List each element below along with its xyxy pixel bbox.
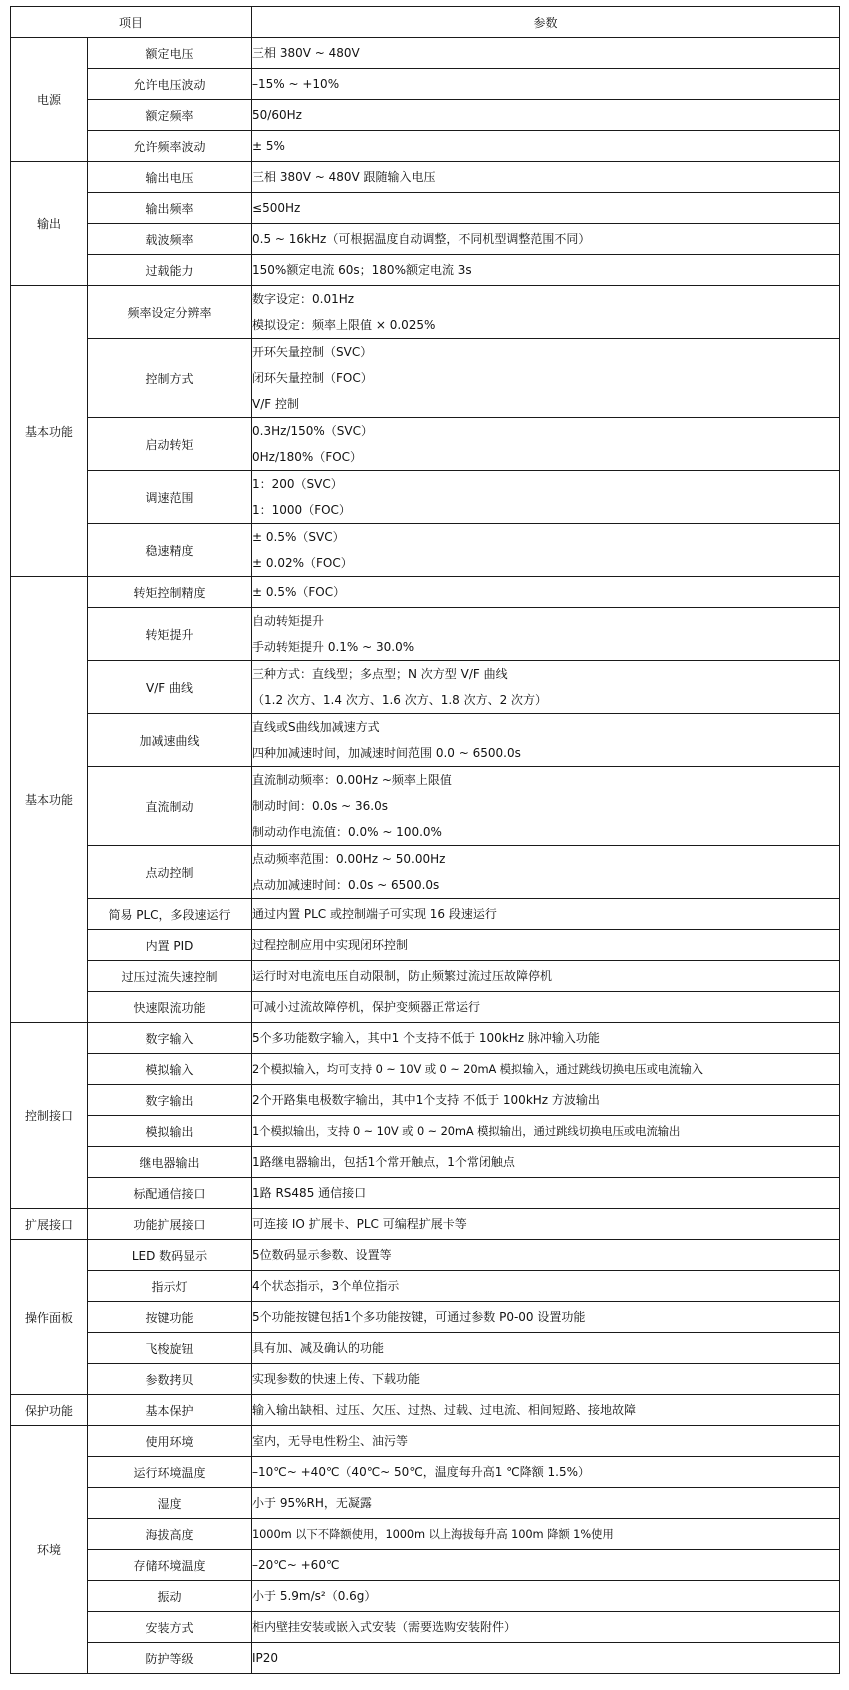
value-line: 1：200（SVC）: [252, 477, 343, 491]
value-line: ± 0.02%（FOC）: [252, 556, 353, 570]
item-cell: 湿度: [88, 1488, 252, 1519]
category-cell: 基本功能: [11, 577, 88, 1023]
value-line: 直线或S曲线加减速方式: [252, 720, 380, 734]
value-cell: [252, 1519, 840, 1550]
value-line: 5个多功能数字输入，其中1 个支持不低于 100kHz 脉冲输入功能: [252, 1031, 600, 1045]
item-cell: 额定频率: [88, 100, 252, 131]
value-line: 点动加减速时间：0.0s ~ 6500.0s: [252, 878, 440, 892]
table-row: [11, 1240, 840, 1271]
item-cell: 使用环境: [88, 1426, 252, 1457]
value-line: V/F 控制: [252, 397, 299, 411]
value-line: ≤500Hz: [252, 201, 301, 215]
item-cell: 内置 PID: [88, 930, 252, 961]
value-line: ± 0.5%（FOC）: [252, 585, 346, 599]
category-cell: 电源: [11, 38, 88, 162]
value-cell: [252, 1085, 840, 1116]
value-line: 制动时间：0.0s ~ 36.0s: [252, 799, 389, 813]
value-cell: [252, 255, 840, 286]
value-cell: [252, 1178, 840, 1209]
table-row: [11, 524, 840, 577]
table-row: [11, 471, 840, 524]
value-line: 通过内置 PLC 或控制端子可实现 16 段速运行: [252, 907, 497, 921]
header-item: 项目: [11, 7, 252, 38]
value-cell: [252, 339, 840, 418]
value-line: 小于 5.9m/s²（0.6g）: [252, 1589, 377, 1603]
item-cell: 控制方式: [88, 339, 252, 418]
table-row: [11, 961, 840, 992]
table-row: [11, 1085, 840, 1116]
item-cell: 加减速曲线: [88, 714, 252, 767]
item-cell: 继电器输出: [88, 1147, 252, 1178]
value-cell: [252, 418, 840, 471]
item-cell: 直流制动: [88, 767, 252, 846]
value-cell: [252, 1488, 840, 1519]
table-row: [11, 131, 840, 162]
value-line: 制动动作电流值：0.0% ~ 100.0%: [252, 825, 442, 839]
item-cell: 防护等级: [88, 1643, 252, 1674]
value-line: 数字设定：0.01Hz: [252, 292, 355, 306]
item-cell: 允许电压波动: [88, 69, 252, 100]
table-row: [11, 992, 840, 1023]
value-cell: [252, 1023, 840, 1054]
table-row: [11, 1488, 840, 1519]
table-row: [11, 899, 840, 930]
value-line: 5位数码显示参数、设置等: [252, 1248, 392, 1262]
table-row: [11, 224, 840, 255]
table-row: [11, 714, 840, 767]
item-cell: 模拟输出: [88, 1116, 252, 1147]
value-line: 自动转矩提升: [252, 614, 325, 628]
item-cell: 载波频率: [88, 224, 252, 255]
value-cell: [252, 1054, 840, 1085]
value-line: 50/60Hz: [252, 108, 302, 122]
table-row: [11, 1519, 840, 1550]
value-line: 0.5 ~ 16kHz（可根据温度自动调整，不同机型调整范围不同）: [252, 232, 591, 246]
table-row: [11, 1395, 840, 1426]
value-cell: [252, 224, 840, 255]
table-row: [11, 1054, 840, 1085]
item-cell: 过压过流失速控制: [88, 961, 252, 992]
value-line: 1个模拟输出，支持 0 ~ 10V 或 0 ~ 20mA 模拟输出，通过跳线切换电压或电流输出: [252, 1124, 681, 1138]
item-cell: 数字输入: [88, 1023, 252, 1054]
table-row: [11, 577, 840, 608]
value-cell: [252, 992, 840, 1023]
value-line: 可连接 IO 扩展卡、PLC 可编程扩展卡等: [252, 1217, 467, 1231]
value-cell: [252, 714, 840, 767]
table-row: [11, 1612, 840, 1643]
table-row: [11, 1147, 840, 1178]
value-cell: [252, 1457, 840, 1488]
item-cell: 按键功能: [88, 1302, 252, 1333]
item-cell: 转矩提升: [88, 608, 252, 661]
value-cell: [252, 162, 840, 193]
value-line: 4个状态指示，3个单位指示: [252, 1279, 400, 1293]
value-line: 小于 95%RH，无凝露: [252, 1496, 372, 1510]
value-line: 开环矢量控制（SVC）: [252, 345, 373, 359]
value-cell: [252, 1240, 840, 1271]
value-line: 2个模拟输入，均可支持 0 ~ 10V 或 0 ~ 20mA 模拟输入，通过跳线切换电压或电流输入: [252, 1062, 703, 1076]
value-line: 1路继电器输出，包括1个常开触点，1个常闭触点: [252, 1155, 515, 1169]
value-line: 5个功能按键包括1个多功能按键，可通过参数 P0-00 设置功能: [252, 1310, 586, 1324]
table-row: [11, 162, 840, 193]
value-line: 三种方式：直线型；多点型；N 次方型 V/F 曲线: [252, 667, 508, 681]
item-cell: 额定电压: [88, 38, 252, 69]
table-row: [11, 930, 840, 961]
header-param: 参数: [252, 7, 840, 38]
value-line: 实现参数的快速上传、下载功能: [252, 1372, 421, 1386]
item-cell: 海拔高度: [88, 1519, 252, 1550]
category-cell: 输出: [11, 162, 88, 286]
value-cell: [252, 1395, 840, 1426]
value-cell: [252, 1581, 840, 1612]
value-cell: [252, 1147, 840, 1178]
value-line: 三相 380V ~ 480V 跟随输入电压: [252, 170, 436, 184]
table-row: [11, 38, 840, 69]
value-line: 运行时对电流电压自动限制，防止频繁过流过压故障停机: [252, 969, 553, 983]
item-cell: 存储环境温度: [88, 1550, 252, 1581]
table-row: [11, 661, 840, 714]
table-row: [11, 1581, 840, 1612]
item-cell: 频率设定分辨率: [88, 286, 252, 339]
value-line: 输入输出缺相、过压、欠压、过热、过载、过电流、相间短路、接地故障: [252, 1403, 637, 1417]
table-row: [11, 767, 840, 846]
item-cell: V/F 曲线: [88, 661, 252, 714]
table-row: [11, 193, 840, 224]
table-row: [11, 418, 840, 471]
table-header-row: [11, 7, 840, 38]
value-line: –10℃~ +40℃（40℃~ 50℃，温度每升高1 ℃降额 1.5%）: [252, 1465, 591, 1479]
item-cell: 运行环境温度: [88, 1457, 252, 1488]
item-cell: 功能扩展接口: [88, 1209, 252, 1240]
value-cell: [252, 1209, 840, 1240]
value-cell: [252, 930, 840, 961]
value-cell: [252, 1612, 840, 1643]
value-cell: [252, 661, 840, 714]
value-cell: [252, 100, 840, 131]
value-line: IP20: [252, 1651, 279, 1665]
value-cell: [252, 1333, 840, 1364]
value-line: ± 0.5%（SVC）: [252, 530, 345, 544]
value-cell: [252, 471, 840, 524]
table-row: [11, 1178, 840, 1209]
item-cell: 安装方式: [88, 1612, 252, 1643]
table-row: [11, 1116, 840, 1147]
value-line: 0.3Hz/150%（SVC）: [252, 424, 373, 438]
item-cell: 调速范围: [88, 471, 252, 524]
table-row: [11, 846, 840, 899]
table-row: [11, 1333, 840, 1364]
item-cell: 点动控制: [88, 846, 252, 899]
value-line: 0Hz/180%（FOC）: [252, 450, 363, 464]
table-row: [11, 1023, 840, 1054]
value-cell: [252, 38, 840, 69]
value-cell: [252, 1116, 840, 1147]
item-cell: 标配通信接口: [88, 1178, 252, 1209]
value-line: 具有加、减及确认的功能: [252, 1341, 385, 1355]
value-line: 模拟设定：频率上限值 × 0.025%: [252, 318, 436, 332]
category-cell: 保护功能: [11, 1395, 88, 1426]
spec-table: [10, 6, 840, 1674]
value-cell: [252, 1550, 840, 1581]
value-line: 可减小过流故障停机，保护变频器正常运行: [252, 1000, 481, 1014]
spec-table-body: [11, 38, 840, 1674]
category-cell: 扩展接口: [11, 1209, 88, 1240]
category-cell: 环境: [11, 1426, 88, 1674]
item-cell: 指示灯: [88, 1271, 252, 1302]
item-cell: 数字输出: [88, 1085, 252, 1116]
value-line: ± 5%: [252, 139, 285, 153]
item-cell: 过载能力: [88, 255, 252, 286]
value-line: 闭环矢量控制（FOC）: [252, 371, 373, 385]
value-cell: [252, 1364, 840, 1395]
value-cell: [252, 961, 840, 992]
value-line: 1：1000（FOC）: [252, 503, 351, 517]
value-cell: [252, 193, 840, 224]
value-line: 手动转矩提升 0.1% ~ 30.0%: [252, 640, 415, 654]
item-cell: 允许频率波动: [88, 131, 252, 162]
value-line: –15% ~ +10%: [252, 77, 340, 91]
item-cell: 转矩控制精度: [88, 577, 252, 608]
value-line: 150%额定电流 60s；180%额定电流 3s: [252, 263, 472, 277]
category-cell: 控制接口: [11, 1023, 88, 1209]
value-cell: [252, 846, 840, 899]
value-line: 1000m 以下不降额使用，1000m 以上海拔每升高 100m 降额 1%使用: [252, 1527, 614, 1541]
value-cell: [252, 1302, 840, 1333]
item-cell: 振动: [88, 1581, 252, 1612]
value-line: –20℃~ +60℃: [252, 1558, 340, 1572]
value-cell: [252, 1271, 840, 1302]
value-line: 点动频率范围：0.00Hz ~ 50.00Hz: [252, 852, 446, 866]
value-cell: [252, 131, 840, 162]
item-cell: 输出电压: [88, 162, 252, 193]
table-row: [11, 1426, 840, 1457]
item-cell: 基本保护: [88, 1395, 252, 1426]
table-row: [11, 286, 840, 339]
value-line: 1路 RS485 通信接口: [252, 1186, 367, 1200]
item-cell: 启动转矩: [88, 418, 252, 471]
table-row: [11, 1364, 840, 1395]
value-line: 直流制动频率：0.00Hz ~频率上限值: [252, 773, 452, 787]
value-line: 柜内壁挂安装或嵌入式安装（需要选购安装附件）: [252, 1620, 517, 1634]
table-row: [11, 1457, 840, 1488]
table-row: [11, 1209, 840, 1240]
value-line: （1.2 次方、1.4 次方、1.6 次方、1.8 次方、2 次方）: [252, 693, 548, 707]
table-row: [11, 1302, 840, 1333]
table-row: [11, 339, 840, 418]
item-cell: 输出频率: [88, 193, 252, 224]
value-line: 三相 380V ~ 480V: [252, 46, 360, 60]
value-cell: [252, 1643, 840, 1674]
category-cell: 基本功能: [11, 286, 88, 577]
value-cell: [252, 286, 840, 339]
item-cell: 模拟输入: [88, 1054, 252, 1085]
item-cell: 稳速精度: [88, 524, 252, 577]
value-cell: [252, 767, 840, 846]
table-row: [11, 1271, 840, 1302]
table-row: [11, 1643, 840, 1674]
value-line: 四种加减速时间，加减速时间范围 0.0 ~ 6500.0s: [252, 746, 521, 760]
value-line: 过程控制应用中实现闭环控制: [252, 938, 409, 952]
value-cell: [252, 899, 840, 930]
value-line: 室内，无导电性粉尘、油污等: [252, 1434, 409, 1448]
table-row: [11, 100, 840, 131]
value-cell: [252, 69, 840, 100]
value-line: 2个开路集电极数字输出，其中1个支持 不低于 100kHz 方波输出: [252, 1093, 600, 1107]
table-row: [11, 255, 840, 286]
category-cell: 操作面板: [11, 1240, 88, 1395]
value-cell: [252, 577, 840, 608]
table-row: [11, 1550, 840, 1581]
value-cell: [252, 1426, 840, 1457]
value-cell: [252, 524, 840, 577]
item-cell: 简易 PLC，多段速运行: [88, 899, 252, 930]
value-cell: [252, 608, 840, 661]
table-row: [11, 608, 840, 661]
item-cell: 飞梭旋钮: [88, 1333, 252, 1364]
item-cell: 快速限流功能: [88, 992, 252, 1023]
item-cell: 参数拷贝: [88, 1364, 252, 1395]
table-row: [11, 69, 840, 100]
item-cell: LED 数码显示: [88, 1240, 252, 1271]
